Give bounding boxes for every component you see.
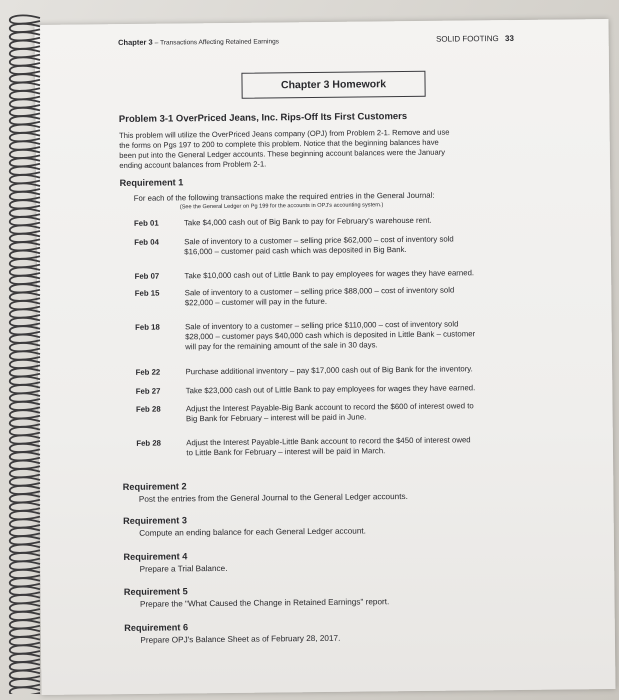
spiral-coil: [10, 309, 40, 317]
transaction-date: Feb 01: [133, 218, 159, 228]
spiral-coil: [10, 83, 40, 91]
book-title-page: [436, 34, 514, 44]
spiral-coil: [10, 116, 40, 124]
spiral-coil: [10, 620, 40, 628]
chapter-subtitle: – Transactions Affecting Retained Earnings: [154, 38, 280, 47]
spiral-coil: [10, 637, 40, 645]
requirement-1-heading: Requirement 1: [119, 177, 184, 188]
spiral-coil: [10, 679, 40, 687]
spiral-coil: [10, 15, 40, 23]
spiral-coil: [10, 32, 40, 40]
spiral-coil: [10, 360, 40, 368]
spiral-coil: [10, 259, 40, 267]
spiral-coil: [10, 629, 40, 637]
spiral-coil: [10, 276, 40, 284]
page-content: [118, 29, 555, 673]
spiral-coil: [10, 368, 40, 376]
spiral-coil: [10, 133, 40, 141]
transaction-description: [185, 285, 545, 309]
spiral-coil: [10, 267, 40, 275]
spiral-coil: [10, 469, 40, 477]
transaction-date: Feb 28: [136, 438, 162, 448]
spiral-coil: [10, 687, 40, 694]
transaction-date: Feb 07: [134, 271, 160, 281]
spiral-coil: [10, 225, 40, 233]
spiral-coil: [10, 561, 40, 569]
transaction-description: [185, 319, 545, 353]
spiral-coil: [10, 57, 40, 65]
spiral-coil: [10, 318, 40, 326]
requirement-4-heading: Requirement 4: [123, 551, 188, 562]
spiral-coil: [10, 603, 40, 611]
spiral-coil: [10, 125, 40, 133]
spiral-coil: [10, 612, 40, 620]
spiral-coil: [10, 435, 40, 443]
spiral-coil: [10, 284, 40, 292]
transaction-row: [135, 363, 551, 377]
spiral-coil: [10, 477, 40, 485]
spiral-coil: [10, 217, 40, 225]
spiral-coil: [10, 671, 40, 679]
spiral-coil: [10, 503, 40, 511]
requirement-1-note: (See the General Ledger on Pg 199 for the accounts in OPJ's accounting system.): [179, 202, 384, 211]
transaction-line: Big Bank for February – interest will be paid in June.: [185, 412, 367, 424]
spiral-coil: [10, 24, 40, 32]
spiral-coil: [10, 351, 40, 359]
intro-line: This problem will utilize the OverPriced Jeans company (OPJ) from Problem 2-1. Remove and use: [119, 127, 450, 140]
transaction-line: Sale of inventory to a customer – selling price $110,000 – cost of inventory sold: [185, 319, 459, 332]
problem-title: Problem 3-1 OverPriced Jeans, Inc. Rips-Off Its First Customers: [118, 110, 408, 125]
requirement-6-heading: Requirement 6: [124, 622, 189, 633]
transaction-line: to Little Bank for February – interest will be paid in March.: [186, 446, 386, 458]
book-title: SOLID FOOTING: [436, 34, 499, 44]
transaction-row: [135, 400, 552, 424]
transaction-line: will pay for the remaining amount of the sale in 30 days.: [185, 340, 378, 352]
transaction-row: [134, 267, 550, 281]
chapter-number: Chapter 3: [118, 37, 153, 47]
spiral-coil: [10, 402, 40, 410]
spiral-coil: [10, 553, 40, 561]
spiral-coil: [10, 343, 40, 351]
transaction-line: Sale of inventory to a customer – selling price $62,000 – cost of inventory sold: [184, 234, 454, 247]
chapter-label: [118, 36, 279, 47]
spiral-coil: [10, 192, 40, 200]
spiral-coil: [10, 200, 40, 208]
requirement-6-text: Prepare OPJ's Balance Sheet as of February 28, 2017.: [140, 633, 341, 645]
spiral-coil: [10, 519, 40, 527]
spiral-coil: [10, 108, 40, 116]
spiral-coil: [10, 150, 40, 158]
spiral-coil: [10, 427, 40, 435]
spiral-coil: [10, 654, 40, 662]
spiral-coil: [10, 452, 40, 460]
transaction-row: [135, 318, 551, 352]
spiral-coil: [10, 410, 40, 418]
spiral-coil: [10, 385, 40, 393]
spiral-coil: [10, 183, 40, 191]
spiral-coil: [10, 66, 40, 74]
transaction-description: [184, 268, 544, 282]
transaction-date: Feb 15: [134, 288, 160, 298]
spiral-coil: [10, 175, 40, 183]
transaction-row: [134, 233, 550, 257]
spiral-coil: [10, 91, 40, 99]
transaction-line: Take $4,000 cash out of Big Bank to pay for February's warehouse rent.: [183, 215, 432, 228]
transaction-line: Adjust the Interest Payable-Little Bank account to record the $450 of interest owed: [186, 435, 471, 448]
intro-line: ending account balances from Problem 2-1.: [119, 159, 267, 170]
transaction-line: Adjust the Interest Payable-Big Bank account to record the $600 of interest owed to: [185, 401, 474, 414]
transaction-description: [186, 383, 546, 397]
spiral-coil: [10, 662, 40, 670]
spiral-coil: [10, 494, 40, 502]
spiral-coil: [10, 545, 40, 553]
page-number: 33: [504, 33, 514, 43]
spiral-coil: [10, 578, 40, 586]
requirement-2-text: Post the entries from the General Journal to the General Ledger accounts.: [138, 491, 408, 504]
requirement-4-text: Prepare a Trial Balance.: [139, 563, 228, 574]
page-title: Chapter 3 Homework: [241, 71, 425, 99]
spiral-coil: [10, 242, 40, 250]
transaction-row: [135, 382, 552, 396]
spiral-coil: [10, 293, 40, 301]
transaction-date: Feb 22: [135, 367, 161, 377]
transaction-description: [186, 401, 546, 425]
transaction-date: Feb 18: [135, 322, 160, 332]
spiral-coil: [10, 41, 40, 49]
spiral-coil: [10, 444, 40, 452]
spiral-binding: [4, 14, 44, 694]
transaction-date: Feb 27: [135, 386, 161, 396]
spiral-coil: [10, 301, 40, 309]
transaction-description: [184, 234, 544, 258]
requirement-3-heading: Requirement 3: [123, 515, 187, 526]
spiral-coil: [10, 377, 40, 385]
requirement-5-heading: Requirement 5: [123, 586, 188, 597]
transaction-line: $16,000 – customer paid cash which was deposited in Big Bank.: [184, 244, 407, 257]
transaction-line: Take $10,000 cash out of Little Bank to pay employees for wages they have earned.: [184, 268, 475, 281]
transaction-description: [184, 215, 544, 229]
transaction-line: Purchase additional inventory – pay $17,000 cash out of Big Bank for the inventory.: [185, 364, 473, 377]
spiral-coil: [10, 393, 40, 401]
spiral-coil: [10, 595, 40, 603]
spiral-coil: [10, 167, 40, 175]
transaction-line: $28,000 – customer pays $40,000 cash which is deposited in Little Bank – customer: [185, 329, 476, 342]
transaction-line: Sale of inventory to a customer – selling price $88,000 – cost of inventory sold: [184, 285, 455, 298]
requirement-1-text: For each of the following transactions make the required entries in the General Journal:: [133, 190, 435, 203]
spiral-coil: [10, 335, 40, 343]
transaction-date: Feb 04: [134, 237, 159, 247]
spiral-coil: [10, 570, 40, 578]
spiral-coil: [10, 158, 40, 166]
transaction-date: Feb 28: [135, 404, 161, 414]
intro-line: the forms on Pgs 197 to 200 to complete this problem. Notice that the beginning balances have: [119, 137, 439, 150]
transaction-line: $22,000 – customer will pay in the future.: [184, 296, 328, 308]
transaction-description: [186, 435, 546, 459]
spiral-coil: [10, 419, 40, 427]
running-header: [118, 29, 548, 52]
spiral-coil: [10, 49, 40, 57]
spiral-coil: [10, 486, 40, 494]
spiral-coil: [10, 461, 40, 469]
spiral-coil: [10, 511, 40, 519]
spiral-coil: [10, 587, 40, 595]
spiral-coil: [10, 536, 40, 544]
spiral-coil: [10, 209, 40, 217]
transaction-line: Take $23,000 cash out of Little Bank to pay employees for wages they have earned.: [185, 383, 476, 396]
spiral-coil: [10, 528, 40, 536]
transaction-row: [136, 434, 552, 458]
spiral-coil: [10, 99, 40, 107]
spiral-coil: [10, 326, 40, 334]
spiral-coil: [10, 74, 40, 82]
transaction-description: [185, 364, 545, 378]
transaction-row: [133, 214, 550, 228]
spiral-coil: [10, 141, 40, 149]
intro-line: been put into the General Ledger accounts. These beginning account balances were the January: [119, 147, 446, 160]
problem-intro: [119, 127, 539, 171]
requirement-5-text: Prepare the "What Caused the Change in Retained Earnings" report.: [139, 597, 390, 609]
requirement-3-text: Compute an ending balance for each General Ledger account.: [139, 526, 366, 538]
requirement-2-heading: Requirement 2: [122, 481, 187, 492]
spiral-coil: [10, 251, 40, 259]
spiral-coil: [10, 645, 40, 653]
transaction-row: [134, 284, 551, 308]
spiral-coil: [10, 234, 40, 242]
